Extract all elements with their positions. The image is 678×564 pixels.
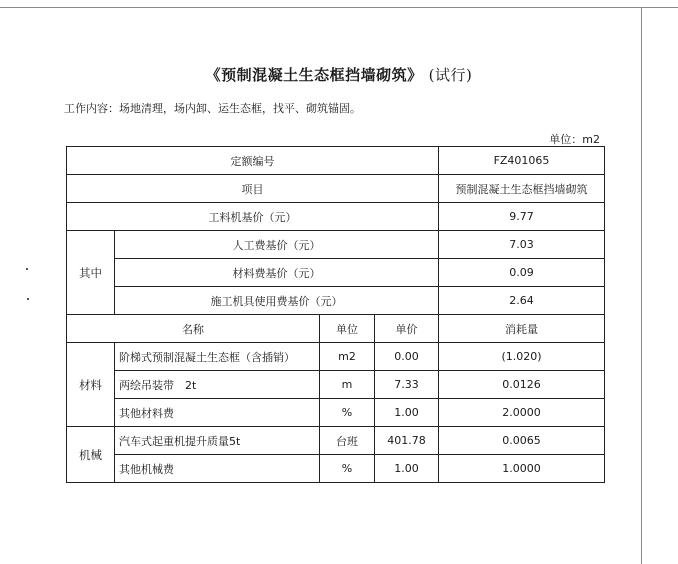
document-title	[0, 64, 678, 85]
materials-group-label: 材料	[67, 343, 115, 427]
labor-price-label: 人工费基价（元）	[115, 231, 439, 259]
base-price-value: 9.77	[439, 203, 605, 231]
material-unit: %	[320, 399, 375, 427]
column-price: 单价	[375, 315, 439, 343]
material-name: 两绘吊装带 2t	[115, 371, 320, 399]
material-price: 7.33	[375, 371, 439, 399]
material-price: 0.00	[375, 343, 439, 371]
machinery-consumption: 0.0065	[439, 427, 605, 455]
table-row	[67, 371, 605, 399]
table-row	[67, 259, 605, 287]
machinery-unit: 台班	[320, 427, 375, 455]
quota-no-label: 定额编号	[67, 147, 439, 175]
table-row	[67, 203, 605, 231]
table-row	[67, 427, 605, 455]
item-value: 预制混凝土生态框挡墙砌筑	[439, 175, 605, 203]
machinery-name: 汽车式起重机提升质量5t	[115, 427, 320, 455]
table-row	[67, 287, 605, 315]
table-row	[67, 455, 605, 483]
machinery-group-label: 机械	[67, 427, 115, 483]
machinery-price-value: 2.64	[439, 287, 605, 315]
material-consumption: 0.0126	[439, 371, 605, 399]
scan-right-edge	[641, 7, 642, 564]
material-consumption: (1.020)	[439, 343, 605, 371]
title-note: (试行)	[428, 66, 473, 84]
machinery-name: 其他机械费	[115, 455, 320, 483]
of-which-label: 其中	[67, 231, 115, 315]
scan-speck	[27, 298, 29, 300]
scan-speck	[26, 268, 28, 270]
material-unit: m2	[320, 343, 375, 371]
table-row	[67, 147, 605, 175]
machinery-price-label: 施工机具使用费基价（元）	[115, 287, 439, 315]
material-unit: m	[320, 371, 375, 399]
table-row	[67, 175, 605, 203]
labor-price-value: 7.03	[439, 231, 605, 259]
machinery-consumption: 1.0000	[439, 455, 605, 483]
machinery-price: 401.78	[375, 427, 439, 455]
table-row	[67, 231, 605, 259]
material-name: 阶梯式预制混凝土生态框（含插销）	[115, 343, 320, 371]
material-price-value: 0.09	[439, 259, 605, 287]
machinery-unit: %	[320, 455, 375, 483]
item-label: 项目	[67, 175, 439, 203]
table-row	[67, 315, 605, 343]
scan-top-edge	[0, 7, 678, 8]
unit-label: 单位：m2	[549, 133, 600, 146]
material-price-label: 材料费基价（元）	[115, 259, 439, 287]
work-content: 工作内容：场地清理，场内卸、运生态框，找平、砌筑锚固。	[64, 102, 361, 115]
material-price: 1.00	[375, 399, 439, 427]
quota-no-value: FZ401065	[439, 147, 605, 175]
material-consumption: 2.0000	[439, 399, 605, 427]
machinery-price: 1.00	[375, 455, 439, 483]
table-row	[67, 399, 605, 427]
material-name: 其他材料费	[115, 399, 320, 427]
column-name: 名称	[67, 315, 320, 343]
base-price-label: 工料机基价（元）	[67, 203, 439, 231]
column-consumption: 消耗量	[439, 315, 605, 343]
column-unit: 单位	[320, 315, 375, 343]
table-row	[67, 343, 605, 371]
quota-table	[66, 146, 605, 483]
title-main: 《预制混凝土生态框挡墙砌筑》	[205, 66, 423, 84]
